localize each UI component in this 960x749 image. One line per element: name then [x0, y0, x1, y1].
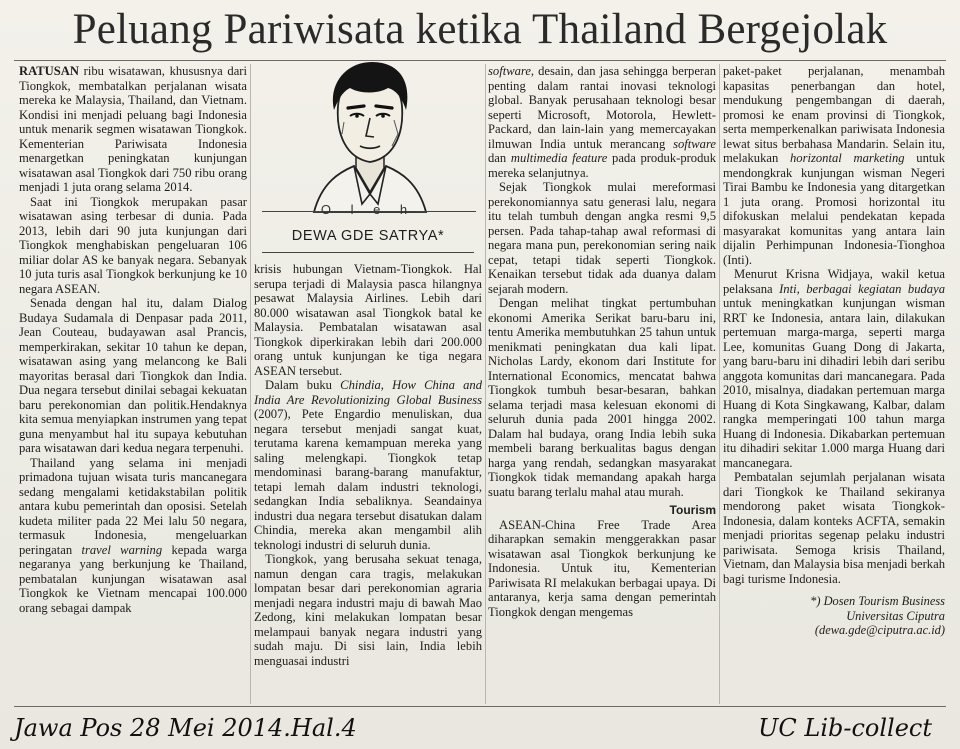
- italic-term: software: [673, 136, 716, 151]
- author-note-line: Universitas Ciputra: [846, 608, 945, 623]
- paragraph: ASEAN-China Free Trade Area diharapkan semakin menggerakkan pasar wisatawan asal Tiongkok berkunjung ke Indonesia. Untuk itu, Kementerian Pariwisata RI melakukan berbagai upaya. Di antaranya, kerja sama dengan pemerintah Tiongkok dengan mengemas: [488, 517, 716, 619]
- paragraph-text: Dalam buku: [265, 378, 341, 392]
- book-title: Chindia, How China and India Are Revolutionizing Global Business: [254, 378, 482, 407]
- article-column-3: [488, 64, 716, 704]
- paragraph: [723, 267, 945, 470]
- paragraph: Pembatalan sejumlah perjalanan wisata dari Tiongkok ke Thailand sekiranya mendorong paket wisata Tiongkok-Indonesia, dalam konteks ACFTA, semakin menjadi prioritas segenap pelaku industri pariwisata. Semoga krisis Thailand, Vietnam, dan Malaysia bisa menjadi berkah bagi turisme Indonesia.: [723, 470, 945, 586]
- author-note: [723, 594, 945, 638]
- paragraph-text: untuk meningkatkan kunjungan wisman RRT ke Indonesia, antara lain, dilakukan pertemuan marga-marga, seperti marga Lee, komunitas Guang Dong di Jakarta, yang baru-baru ini dihadiri lebih dari seribu anggota komunitas dari mancanegara. Pada 2010, misalnya, diadakan pertemuan marga Huang di Kota Singkawang, Kalbar, dalam rangka memperingati 100 tahun marga Huang di Indonesia. Dikabarkan pertemuan itu dihadiri sekitar 1.000 marga Huang dari mancanegara.: [723, 296, 945, 470]
- author-note-line: *) Dosen Tourism Business: [810, 594, 945, 608]
- author-portrait-illustration-icon: [300, 54, 440, 214]
- paragraph-text: dan: [488, 151, 511, 165]
- paragraph-text: , desain, dan jasa sehingga berperan penting dalam rantai inovasi teknologi global. Banyak perusahaan teknologi besar seperti Microsoft, Motorola, Hewlett-Packard, dan lain-lain yang memercayakan ilmuwan India untuk merancang: [488, 64, 716, 151]
- paragraph: Senada dengan hal itu, dalam Dialog Budaya Sudamala di Denpasar pada 2011, Jean Couteau, budayawan asal Prancis, memperkirakan, sekitar 10 tahun ke depan, wisatawan asing yang melancong ke Bali mayoritas berasal dari Tiongkok dan India. Dua negara tersebut dinilai sebagai kekuatan baru perekonomian dan politik.Hendaknya kita semua menyiapkan instrumen yang tepat guna menyambut hal itu supaya kebutuhan para wisatawan dari kedua negara terpenuhi.: [19, 296, 247, 455]
- byline-prefix: O l e h: [320, 202, 416, 217]
- paragraph: Sejak Tiongkok mulai mereformasi perekonomiannya satu generasi lalu, negara itu telah tumbuh dengan angka resmi 9,5 persen. Pada tahap-tahap awal reformasi di negara mana pun, perekonomian sering naik cepat, tetapi tidak seperti Tiongkok. Kenaikan tersebut tidak ada duanya dalam sejarah modern.: [488, 180, 716, 296]
- paragraph-text: (2007), Pete Engardio menuliskan, dua negara tersebut menjadi sangat kuat, terutama karena kemampuan mereka yang saling melengkapi. Tiongkok tetap mendominasi barang-barang manufaktur, tetapi lemah dalam industri teknologi, sedangkan India sebaliknya. Seandainya industri dua negara tersebut disatukan dalam Chindia, mereka akan mengambil alih teknologi industri di seluruh dunia.: [254, 407, 482, 552]
- paragraph-text: paket-paket perjalanan, menambah kapasitas penerbangan dan hotel, mendukung pengembangan di daerah, promosi ke enam provinsi di Tiongkok, serta memperkenalkan pariwisata Indonesia lewat situs berbahasa Mandarin. Selain itu, melakukan: [723, 64, 945, 165]
- paragraph-text: kepada warga negaranya yang berkunjung ke Thailand, pembatalan kunjungan wisatawan asal Tiongkok ke Vietnam mencapai 100.000 orang sebagai dampak: [19, 542, 247, 615]
- section-subhead: Tourism: [669, 503, 716, 517]
- paragraph: krisis hubungan Vietnam-Tiongkok. Hal serupa terjadi di Malaysia pasca hilangnya pesawat Malaysia Airlines. Lebih dari 80.000 wisatawan asal Tiongkok batal ke Malaysia. Pembatalan wisatawan asal Tiongkok diperkirakan lebih dari 200.000 orang untuk kunjungan ke tiga negara ASEAN tersebut.: [254, 262, 482, 378]
- article-headline: Peluang Pariwisata ketika Thailand Bergejolak: [72, 6, 888, 53]
- column-divider: [485, 64, 486, 704]
- author-byline: DEWA GDE SATRYA*: [291, 228, 445, 244]
- byline-rule-right: [416, 211, 476, 212]
- paragraph: [723, 64, 945, 267]
- article-column-4: [723, 64, 945, 704]
- lead-word: RATUSAN: [19, 64, 79, 78]
- paragraph-text: untuk mendongkrak kunjungan wisman Negeri Tirai Bambu ke Indonesia yang ditargetkan 1 juta orang. Promosi horizontal itu difokuskan melalui pendekatan kepada masyarakat komunitas yang antara lain dijalin Perhimpunan Indonesia-Tionghoa (Inti).: [723, 151, 945, 267]
- article-column-2: [254, 262, 482, 704]
- article-column-1: [19, 64, 247, 704]
- italic-term: horizontal marketing: [789, 151, 905, 165]
- byline-underline: [262, 252, 474, 253]
- paragraph: Tiongkok, yang berusaha sekuat tenaga, namun dengan cara tragis, melakukan lompatan besar dari perekonomian agraria menjadi negara industri maju di bawah Mao Zedong, kini melakukan lompatan besar melampaui banyak negara industri yang sudah maju. Di sisi lain, India lebih menguasai industri: [254, 552, 482, 668]
- paragraph: [19, 64, 247, 195]
- paragraph-text: ribu wisatawan, khususnya dari Tiongkok, membatalkan perjalanan wisata mereka ke Malaysia, Thailand, dan Vietnam. Kondisi ini menjadi peluang bagi Indonesia untuk menarik segmen wisatawan Tiongkok. Kementerian Pariwisata Indonesia menargetkan peningkatan kunjungan wisatawan asal Tiongkok dari 750 ribu orang menjadi 1 juta orang selama 2014.: [19, 64, 247, 194]
- column-divider: [719, 64, 720, 704]
- footer-rule: [14, 706, 946, 707]
- collection-caption: UC Lib-collect: [758, 714, 932, 742]
- headline-rule: [14, 60, 946, 61]
- paragraph-text: Menurut Krisna Widjaya, wakil ketua pelaksana: [723, 267, 945, 296]
- paragraph: [254, 378, 482, 552]
- italic-term: travel warning: [81, 542, 163, 557]
- italic-term: Inti, berbagai kegiatan budaya: [779, 281, 945, 296]
- paragraph: Dengan melihat tingkat pertumbuhan ekonomi Amerika Serikat baru-baru ini, tentu Amerika membutuhkan 25 tahun untuk menikmati peningkatan dua kali lipat. Nicholas Lardy, ekonom dari Institute for International Economics, mencatat bahwa Tiongkok tumbuh besar-besaran, bahkan selama terjadi masa kelesuan ekonomi di seluruh dunia pada 2001 hingga 2002. Dalam hal budaya, orang India lebih suka membeli barang berkualitas bagus dengan harga yang rendah, sedangkan masyarakat Tiongkok tidak memandang apakah harga suatu barang terlalu mahal atau murah.: [488, 296, 716, 499]
- italic-term: software: [488, 64, 531, 78]
- italic-term: multimedia feature: [510, 151, 608, 165]
- column-divider: [250, 64, 251, 704]
- source-caption: Jawa Pos 28 Mei 2014.Hal.4: [14, 714, 357, 742]
- author-email: (dewa.gde@ciputra.ac.id): [814, 623, 945, 637]
- paragraph: [488, 64, 716, 180]
- paragraph-text: Thailand yang selama ini menjadi primadona tujuan wisata turis mancanegara sedang mengalami ketidakstabilan politik antara kubu pemerintah dan oposisi. Setelah kudeta militer pada 22 Mei lalu 50 negara, termasuk Indonesia, mengeluarkan peringatan: [19, 455, 247, 557]
- paragraph: Saat ini Tiongkok merupakan pasar wisatawan asing terbesar di dunia. Pada 2013, lebih dari 90 juta kunjungan dari Tiongkok menghabiskan pengeluaran 106 miliar dolar AS ke banyak negara. Sebanyak 10 juta turis asal Tiongkok berkunjung ke 10 negara ASEAN.: [19, 194, 247, 296]
- paragraph: [19, 456, 247, 616]
- paragraph-text: pada produk-produk mereka selanjutnya.: [488, 151, 716, 180]
